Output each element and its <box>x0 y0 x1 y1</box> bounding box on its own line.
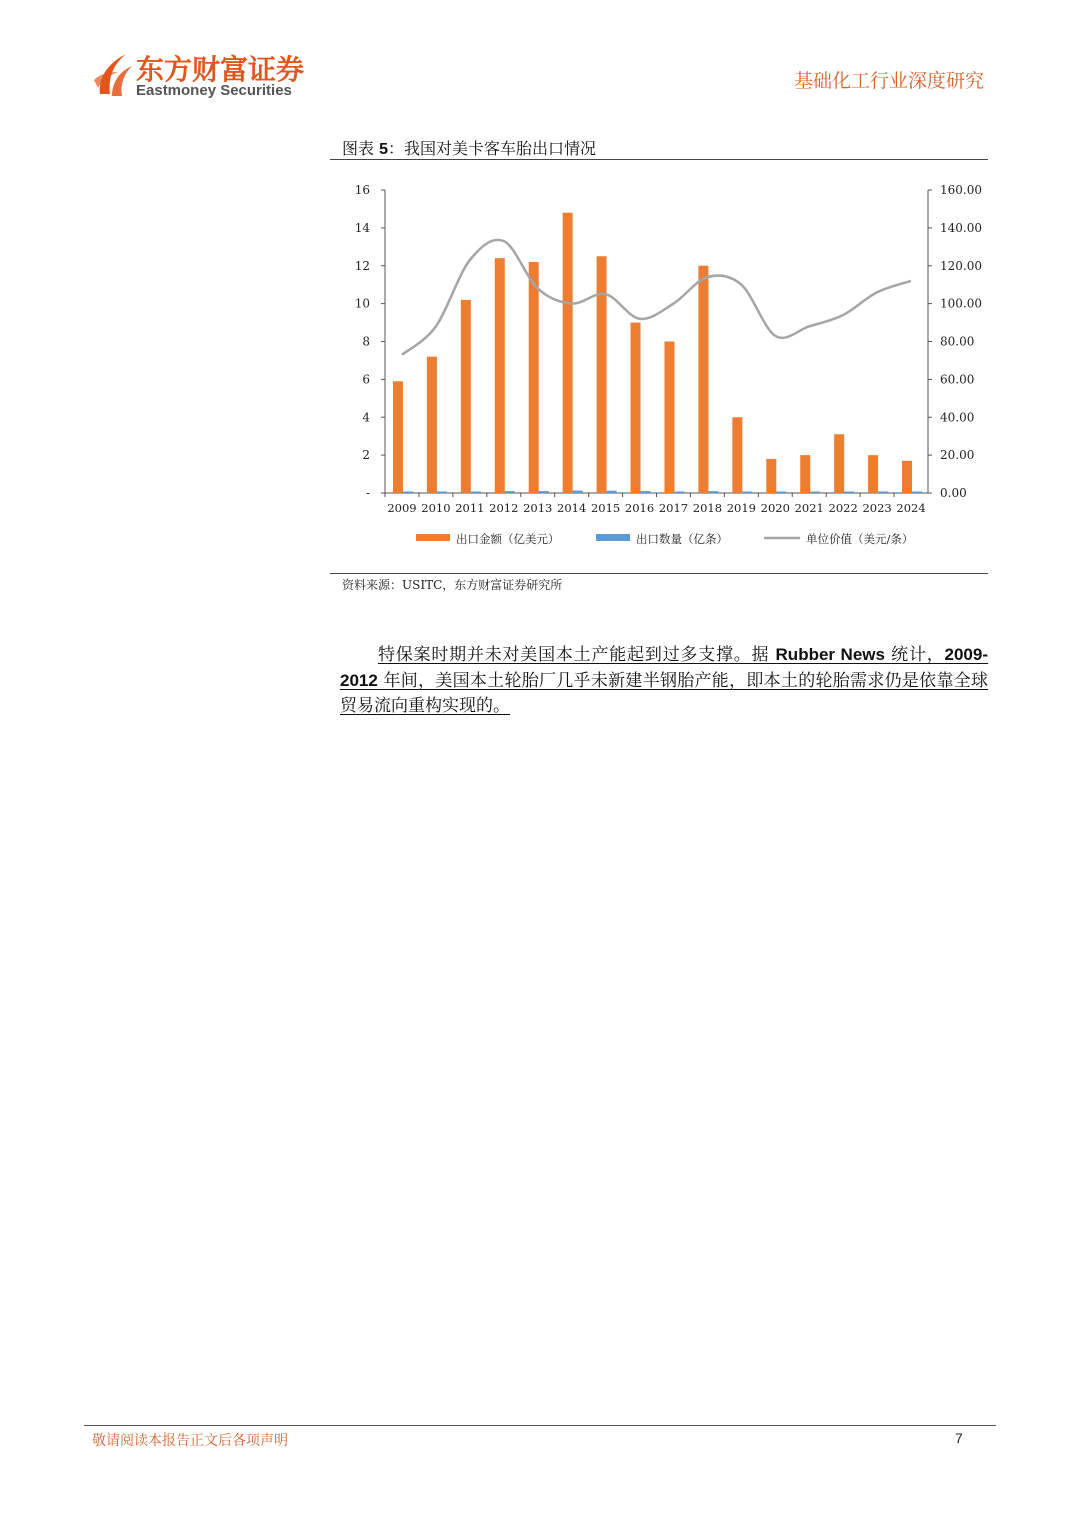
figure-source: 资料来源：USITC，东方财富证券研究所 <box>342 578 563 592</box>
logo-chinese-name: 东方财富证券 <box>136 53 305 86</box>
bar-export-quantity <box>708 491 718 493</box>
x-tick-label: 2021 <box>794 501 824 515</box>
figure-top-rule <box>330 159 988 160</box>
bar-export-value <box>834 434 844 493</box>
bar-export-value <box>800 455 810 493</box>
x-tick-label: 2022 <box>828 501 858 515</box>
bar-export-value <box>766 459 776 493</box>
para-year-range: 2009-2012 <box>340 645 988 690</box>
bar-export-quantity <box>878 492 888 494</box>
bar-export-quantity <box>844 492 854 494</box>
figure-title <box>342 136 596 159</box>
right-tick-label: 80.00 <box>940 334 975 349</box>
left-tick-label: - <box>365 486 370 500</box>
x-tick-label: 2017 <box>658 501 689 515</box>
bar-export-quantity <box>912 492 922 494</box>
bar-export-value <box>461 300 471 493</box>
x-tick-label: 2009 <box>387 501 417 515</box>
bar-export-quantity <box>607 491 617 493</box>
line-unit-value <box>402 240 911 355</box>
bar-export-value <box>732 417 742 493</box>
left-tick-label: 8 <box>362 334 370 349</box>
left-tick-label: 16 <box>354 183 370 197</box>
x-tick-label: 2023 <box>862 501 892 515</box>
bar-export-value <box>597 256 607 493</box>
x-tick-label: 2020 <box>760 501 790 515</box>
legend-label-export-value: 出口金额（亿美元） <box>456 532 560 546</box>
left-tick-label: 4 <box>362 410 370 425</box>
bar-export-value <box>427 357 437 493</box>
right-tick-label: 100.00 <box>940 296 982 311</box>
bar-export-quantity <box>776 492 786 494</box>
eastmoney-logo-icon <box>92 50 134 100</box>
right-tick-label: 40.00 <box>940 410 975 425</box>
para-text-1: 特保案时期并未对美国本土产能起到过多支撑。据 <box>378 645 776 665</box>
x-tick-label: 2016 <box>624 501 655 515</box>
bar-export-value <box>529 262 539 493</box>
legend-label-export-quantity: 出口数量（亿条） <box>636 532 728 546</box>
right-tick-label: 160.00 <box>940 183 982 197</box>
x-tick-label: 2014 <box>557 501 587 515</box>
right-tick-label: 120.00 <box>940 258 982 273</box>
logo-english-name: Eastmoney Securities <box>136 82 292 99</box>
x-tick-label: 2024 <box>896 501 926 515</box>
figure-bottom-rule <box>330 573 988 574</box>
x-tick-label: 2018 <box>692 501 723 515</box>
left-tick-label: 12 <box>354 258 370 273</box>
left-tick-label: 10 <box>354 296 370 311</box>
bar-export-value <box>664 342 674 494</box>
bar-export-value <box>495 258 505 493</box>
right-tick-label: 140.00 <box>940 220 982 235</box>
bar-export-value <box>393 381 403 493</box>
tire-export-chart <box>330 168 988 564</box>
bar-export-quantity <box>505 491 515 493</box>
bar-export-quantity <box>674 491 684 493</box>
bar-export-value <box>698 266 708 493</box>
bar-export-quantity <box>573 491 583 493</box>
left-tick-label: 6 <box>362 372 370 387</box>
bar-export-quantity <box>403 491 413 493</box>
body-paragraph <box>340 642 988 719</box>
bar-export-quantity <box>471 491 481 493</box>
report-type-label: 基础化工行业深度研究 <box>793 70 984 92</box>
figure-label: 图表 <box>342 139 375 158</box>
page-number: 7 <box>955 1430 963 1446</box>
x-tick-label: 2012 <box>489 501 519 515</box>
bar-export-value <box>868 455 878 493</box>
left-tick-label: 2 <box>362 448 370 463</box>
right-tick-label: 60.00 <box>940 372 975 387</box>
bar-export-quantity <box>437 491 447 493</box>
legend-swatch-export-value <box>416 534 450 541</box>
footer-rule <box>84 1425 996 1426</box>
brand-logo <box>92 48 322 104</box>
x-tick-label: 2013 <box>523 501 553 515</box>
figure-number: 5 <box>379 141 389 158</box>
bar-export-value <box>902 461 912 493</box>
bar-export-value <box>563 213 573 493</box>
bar-export-quantity <box>810 492 820 494</box>
bar-export-value <box>631 323 641 493</box>
right-tick-label: 0.00 <box>940 486 967 500</box>
para-text-3: 年间，美国本土轮胎厂几乎未新建半钢胎产能，即本土的轮胎需求仍是依靠全球贸易流向重构实现的。 <box>340 671 988 716</box>
x-tick-label: 2010 <box>421 501 451 515</box>
footer-disclaimer: 敬请阅读本报告正文后各项声明 <box>92 1433 288 1449</box>
para-source-name: Rubber News <box>775 645 885 664</box>
bar-export-quantity <box>742 492 752 494</box>
left-tick-label: 14 <box>354 220 370 235</box>
legend-swatch-export-quantity <box>596 534 630 541</box>
x-tick-label: 2011 <box>455 501 485 515</box>
bar-export-quantity <box>641 491 651 493</box>
figure-caption: ：我国对美卡客车胎出口情况 <box>388 139 597 158</box>
right-tick-label: 20.00 <box>940 448 975 463</box>
legend-label-unit-value: 单位价值（美元/条） <box>806 532 914 546</box>
x-tick-label: 2019 <box>726 501 756 515</box>
bar-export-quantity <box>539 491 549 493</box>
x-tick-label: 2015 <box>590 501 621 515</box>
para-text-2: 统计， <box>884 645 945 665</box>
